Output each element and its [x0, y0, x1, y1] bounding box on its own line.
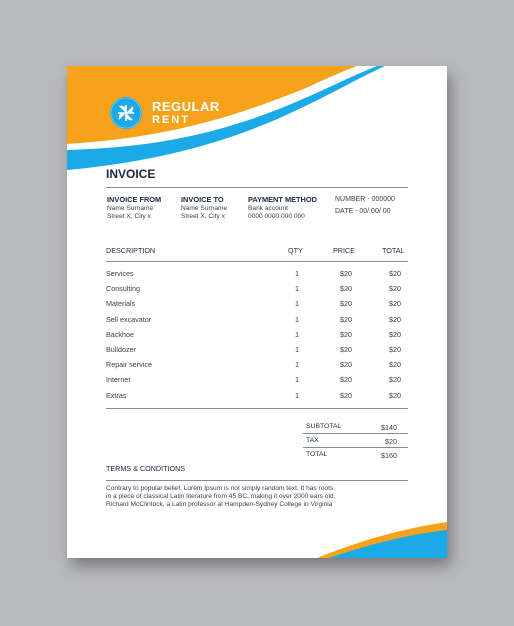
row-price: $20 — [340, 345, 352, 354]
row-total: $20 — [389, 329, 401, 339]
invoice-from-address: Street X, City x — [107, 213, 151, 220]
row-qty: 1 — [295, 314, 299, 324]
column-header-price: PRICE — [333, 246, 355, 255]
terms-line-2: in a piece of classical Latin literature from 45 BC, making it over 2000 ears old. — [106, 493, 336, 500]
title-divider — [106, 187, 408, 188]
table-bottom-divider — [106, 408, 408, 409]
row-price: $20 — [340, 329, 352, 339]
invoice-to-address: Street X, City x — [181, 213, 225, 220]
logo-icon — [110, 97, 142, 129]
row-total: $20 — [389, 284, 401, 294]
row-qty: 1 — [295, 269, 299, 278]
row-total: $20 — [389, 314, 401, 324]
payment-account-number: 0000 0000 000 000 — [248, 213, 305, 220]
invoice-page — [67, 66, 447, 558]
row-total: $20 — [389, 345, 401, 354]
row-description: Extras — [106, 390, 127, 400]
row-description: Sell excavator — [106, 314, 152, 324]
row-price: $20 — [340, 284, 352, 294]
invoice-number: NUMBER - 000000 — [335, 196, 395, 203]
row-qty: 1 — [295, 329, 299, 339]
row-qty: 1 — [295, 299, 299, 309]
row-description: Materials — [106, 299, 136, 309]
row-description: Services — [106, 269, 134, 278]
row-description: Bulldozer — [106, 345, 136, 354]
invoice-date: DATE - 00/ 00/ 00 — [335, 208, 391, 215]
row-price: $20 — [340, 390, 352, 400]
invoice-to-name: Name Surname — [181, 205, 228, 212]
invoice-to-label: INVOICE TO — [181, 195, 224, 204]
terms-heading: TERMS & CONDITIONS — [106, 464, 186, 473]
subtotal-value: $140 — [381, 423, 397, 432]
terms-line-1: Contrary to popular belief, Lorem Ipsum is not simply random text. It has roots — [106, 485, 334, 492]
brand-subname: RENT — [152, 114, 190, 126]
invoice-title: INVOICE — [106, 167, 156, 181]
row-description: Backhoe — [106, 329, 134, 339]
row-description: Internet — [106, 375, 131, 385]
row-price: $20 — [340, 375, 352, 385]
row-description: Consulting — [106, 284, 140, 294]
tax-value: $20 — [385, 437, 397, 446]
row-qty: 1 — [295, 375, 299, 385]
column-header-qty: QTY — [288, 246, 303, 255]
payment-method-type: Bank account — [248, 205, 288, 212]
terms-divider — [106, 480, 408, 481]
column-header-total: TOTAL — [382, 246, 405, 255]
row-total: $20 — [389, 375, 401, 385]
terms-text — [106, 485, 406, 509]
tax-label: TAX — [306, 437, 319, 444]
row-description: Repair service — [106, 360, 152, 370]
table-header-divider — [106, 261, 408, 262]
footer-wave-decoration — [67, 518, 447, 558]
subtotal-label: SUBTOTAL — [306, 423, 342, 430]
payment-method-label: PAYMENT METHOD — [248, 195, 317, 204]
invoice-from-label: INVOICE FROM — [107, 195, 162, 204]
row-qty: 1 — [295, 390, 299, 400]
brand-name: REGULAR — [152, 99, 220, 114]
row-total: $20 — [389, 390, 401, 400]
terms-line-3: Richard McClintock, a Latin professor at Hampden-Sydney College in Virginia — [106, 501, 333, 508]
row-total: $20 — [389, 269, 401, 278]
total-value: $160 — [381, 451, 397, 460]
column-header-description: DESCRIPTION — [106, 246, 156, 255]
row-total: $20 — [389, 360, 401, 370]
row-price: $20 — [340, 314, 352, 324]
row-total: $20 — [389, 299, 401, 309]
row-price: $20 — [340, 360, 352, 370]
subtotal-divider — [303, 433, 408, 434]
row-qty: 1 — [295, 345, 299, 354]
row-qty: 1 — [295, 284, 299, 294]
row-price: $20 — [340, 269, 352, 278]
row-price: $20 — [340, 299, 352, 309]
invoice-from-name: Name Surname — [107, 205, 154, 212]
total-label: TOTAL — [306, 451, 328, 458]
tax-divider — [303, 447, 408, 448]
row-qty: 1 — [295, 360, 299, 370]
